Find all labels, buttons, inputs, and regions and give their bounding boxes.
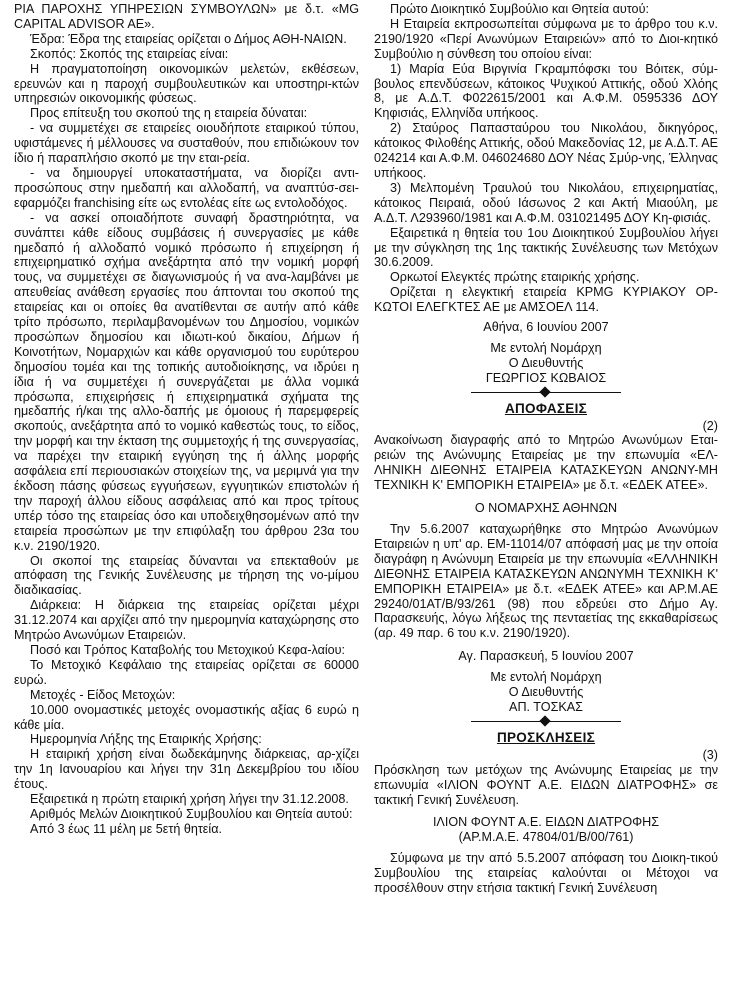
notice-body: Την 5.6.2007 καταχωρήθηκε στο Μητρώο Ανωνύμων Εταιρειών η υπ' αρ. ΕΜ-11014/07 απόφασή μας με την οποία διαγράφη η Ανώνυμη Εταιρεία με την επωνυμία «ΕΛΛΗΝΙΚΗ ΔΙΕΘΝΗΣ ΕΤΑΙΡΕΙΑ ΚΑΤΑΣΚΕΥΩΝ ΑΝΩΝΥΜΗ ΤΕΧΝΙΚΗ Κ' ΕΜΠΟΡΙΚΗ ΕΤΑΙΡΕΙΑ» με δ.τ. «ΕΔΕΚ ΑΤΕΕ» και ΑΡ.Μ.ΑΕ 29240/01ΑΤ/Β/93/261 (98) που εδρεύει στο Δήμο Αγ. Παρασκευής, λόγω λήξεως της πενταετίας της εκκαθαρίσεως (αρ. 49 παρ. 6 του κ.ν. 2190/1920). — [374, 522, 718, 641]
section-heading: ΑΠΟΦΑΣΕΙΣ — [504, 400, 588, 416]
paragraph: Το Μετοχικό Κεφάλαιο της εταιρείας ορίζεται σε 60000 ευρώ. — [14, 657, 359, 687]
paragraph: Εξαιρετικά η πρώτη εταιρική χρήση λήγει την 31.12.2008. — [30, 792, 349, 807]
notice-number: (2) — [702, 418, 718, 433]
notice-body: Σύμφωνα με την από 5.5.2007 απόφαση του Διοικη-τικού Συμβουλίου της εταιρείας καλούνται οι Μέτοχοι να προσέλθουν στην ετήσια τακτική Γενική Συνέλευση — [374, 851, 718, 896]
paragraph: Οι σκοποί της εταιρείας δύνανται να επεκταθούν με απόφαση της Γενικής Συνέλευσης με τήρηση της νο-μίμου διαδικασίας. — [14, 553, 359, 598]
signature-date: Αγ. Παρασκευή, 5 Ιουνίου 2007 — [458, 649, 634, 664]
board-member-3: 3) Μελπομένη Τραυλού του Νικολάου, επιχειρηματίας, κάτοικος Πειραιά, οδού Ιάσωνος 2 και Ακτή Μιαούλη, με Α.Δ.Τ. Λ293960/1981 και Α.Φ.Μ. 031021495 ΔΟΥ Κη-φισιάς. — [374, 180, 718, 225]
signature-name: ΑΠ. ΤΟΣΚΑΣ — [509, 699, 583, 714]
paragraph: - να δημιουργεί υποκαταστήματα, να διορίζει αντι-προσώπους στην ημεδαπή και αλλοδαπή, να αναπτύσ-σει-εφαρμόζει franchising είτε ως εντολέας είτε ως εντολοδόχος. — [14, 165, 359, 210]
company-name: ΙΛΙΟΝ ΦΟΥΝΤ Α.Ε. ΕΙΔΩΝ ΔΙΑΤΡΟΦΗΣ — [432, 815, 660, 830]
signature-order: Με εντολή Νομάρχη — [490, 670, 602, 685]
paragraph: - να συμμετέχει σε εταιρείες οιουδήποτε εταιρικού τύπου, υφιστάμενες ή μέλλουσες να συσταθούν, που επιδιώκουν τον ίδιο ή παραπλήσιο σκοπό με την εται-ρεία. — [14, 121, 359, 166]
right-column — [374, 2, 718, 896]
notice-title: Ανακοίνωση διαγραφής από το Μητρώο Ανωνύμων Εται-ρειών της Ανώνυμης Εταιρείας με την επωνυμία «ΕΛ-ΛΗΝΙΚΗ ΔΙΕΘΝΗΣ ΕΤΑΙΡΕΙΑ ΚΑΤΑΣΚΕΥΩΝ ΑΝΩΝΥ-ΜΗ ΤΕΧΝΙΚΗ Κ' ΕΜΠΟΡΙΚΗ ΕΤΑΙΡΕΙΑ» με δ.τ. «ΕΔΕΚ ΑΤΕΕ». — [374, 433, 718, 493]
paragraph: Ορκωτοί Ελεγκτές πρώτης εταιρικής χρήσης. — [390, 270, 640, 285]
paragraph: Από 3 έως 11 μέλη με 5ετή θητεία. — [30, 821, 222, 836]
signature-block — [374, 649, 718, 715]
paragraph: ΡΙΑ ΠΑΡΟΧΗΣ ΥΠΗΡΕΣΙΩΝ ΣΥΜΒΟΥΛΩΝ» με δ.τ. «MG CAPITAL ADVISOR AE». — [14, 2, 359, 31]
signature-block — [374, 320, 718, 386]
diamond-ornament — [539, 715, 550, 726]
company-registry: (ΑΡ.Μ.Α.Ε. 47804/01/Β/00/761) — [458, 830, 634, 845]
section-divider — [471, 388, 621, 398]
paragraph: Εξαιρετικά η θητεία του 1ου Διοικητικού Συμβουλίου λήγει με την σύγκληση της 1ης τακτικής Συνέλευσης των Μετόχων 30.6.2009. — [374, 225, 718, 270]
left-column — [14, 2, 359, 837]
paragraph: Ορίζεται η ελεγκτική εταιρεία KPMG ΚΥΡΙΑΚΟΥ ΟΡ-ΚΩΤΟΙ ΕΛΕΓΚΤΕΣ ΑΕ με ΑΜΣΟΕΛ 114. — [374, 285, 718, 315]
section-divider — [471, 717, 621, 727]
notice-title: Πρόσκληση των μετόχων της Ανώνυμης Εταιρείας με την επωνυμία «ΙΛΙΟΝ ΦΟΥΝΤ Α.Ε. ΕΙΔΩΝ ΔΙΑΤΡΟΦΗΣ» σε τακτική Γενική Συνέλευση. — [374, 762, 718, 807]
paragraph: Ημερομηνία Λήξης της Εταιρικής Χρήσης: — [30, 732, 262, 747]
paragraph: Μετοχές - Είδος Μετοχών: — [30, 687, 176, 702]
board-member-1: 1) Μαρία Εύα Βιργινία Γκραμπόφσκι του Βόιτεκ, σύμ-βουλος επενδύσεων, κάτοικος Ψυχικού Αττικής, οδού Χλόης 8, με Α.Δ.Τ. Φ022615/2001 και Α.Φ.Μ. 0595336 ΔΟΥ Κηφισιάς, Ελληνίδα υπήκοος. — [374, 61, 718, 121]
paragraph: - να ασκεί οποιαδήποτε συναφή δραστηριότητα, να συνάπτει κάθε είδους συμβάσεις ή συνεργασίες με κάθε ημεδαπό ή αλλοδαπό νομικό πρόσωπο ή επιχείρηση ή επιχειρηματικό σχήμα ανεξάρτητα από την νομική μορφή τους, να συμμετέχει σε διαγωνισμούς ή να ανα-λαμβάνει με απευθείας ανάθεση εργασίες που άπτονται του σκοπού της εταιρείας και οι οποίες θα ανατίθενται σε αυτήν από κάθε τρίτο πρόσωπο, περιλαμβανομένων του Δημοσίου, νομικών προσώπων δημοσίου και ιδιωτι-κού δικαίου, Δήμων ή Κοινοτήτων, Νομαρχιών και κάθε οργανισμού του ευρύτερου δημοσίου τομέα και της τοπικής αυτοδιοίκησης, να ιδρύει η ίδια ή να συμμετέχει ή συνεργάζεται με άλλα νομικά πρόσωπα, επιχειρήσεις ή επιχειρηματικά σχήματα της ημεδαπής ή/και της αλλο-δαπής με όμοιους ή παρεμφερείς σκοπούς, ανεξάρτητα από το νομικό καθεστώς τους, το είδος, την μορφή και την έκταση της συμμετοχής ή της συνεργασίας, να παρέχει την εταιρική εγγύηση της ή άλλης μορφής ασφάλεια επί περιουσιακών στοιχείων της, να μεριμνά για την έκδοση πάσης φύσεως εγγυήσεων, εγγυητικών επιστολών ή την παροχή άλλου είδους ασφάλειας από και προς τρίτους υπέρ τόσο της εταιρείας όσο και υποδειχθησομένων από την εταιρεία προσώπων με την επιφύλαξη του άρθρου 23α του κ.ν. 2190/1920. — [14, 210, 359, 553]
signature-role: Ο Διευθυντής — [508, 355, 584, 370]
section-heading: ΠΡΟΣΚΛΗΣΕΙΣ — [496, 729, 596, 745]
paragraph: Ποσό και Τρόπος Καταβολής του Μετοχικού Κεφα-λαίου: — [30, 642, 346, 657]
paragraph: Πρώτο Διοικητικό Συμβούλιο και Θητεία αυτού: — [390, 2, 649, 16]
paragraph: Η εταιρική χρήση είναι δωδεκάμηνης διάρκειας, αρ-χίζει την 1η Ιανουαρίου και λήγει την 31η Δεκεμβρίου του ιδίου έτους. — [14, 747, 359, 792]
issuing-authority: Ο ΝΟΜΑΡΧΗΣ ΑΘΗΝΩΝ — [474, 501, 618, 516]
signature-order: Με εντολή Νομάρχη — [490, 340, 602, 355]
signature-role: Ο Διευθυντής — [508, 685, 584, 700]
paragraph: Η πραγματοποίηση οικονομικών μελετών, εκθέσεων, ερευνών και η παροχή συμβουλευτικών και υποστηρι-κτών υπηρεσιών οικονομικής φύσεως. — [14, 61, 359, 106]
signature-name: ΓΕΩΡΓΙΟΣ ΚΩΒΑΙΟΣ — [485, 370, 607, 385]
paragraph: Διάρκεια: Η διάρκεια της εταιρείας ορίζεται μέχρι 31.12.2074 και αρχίζει από την ημερομηνία καταχώρησης στο Μητρώο Ανωνύμων Εταιρειών. — [14, 598, 359, 643]
paragraph: Η Εταιρεία εκπροσωπείται σύμφωνα με το άρθρο του κ.ν. 2190/1920 «Περί Ανωνύμων Εταιρειών» από το Διοι-κητικό Συμβούλιο η σύνθεση του οποίου είναι: — [374, 16, 718, 61]
signature-date: Αθήνα, 6 Ιουνίου 2007 — [483, 320, 609, 335]
diamond-ornament — [539, 386, 550, 397]
paragraph: Σκοπός: Σκοπός της εταιρείας είναι: — [30, 46, 229, 61]
paragraph: Αριθμός Μελών Διοικητικού Συμβουλίου και Θητεία αυτού: — [30, 806, 353, 821]
board-member-2: 2) Σταύρος Παπασταύρου του Νικολάου, δικηγόρος, κάτοικος Φιλοθέης Αττικής, οδού Μακεδονίας 12, με Α.Δ.Τ. ΑΕ 024214 και Α.Φ.Μ. 046024680 ΔΟΥ Νέας Σμύρ-νης, Έλληνας υπήκοος. — [374, 121, 718, 180]
paragraph: 10.000 ονομαστικές μετοχές ονομαστικής αξίας 6 ευρώ η κάθε μία. — [14, 702, 359, 732]
paragraph: Έδρα: Έδρα της εταιρείας ορίζεται ο Δήμος ΑΘΗ-ΝΑΙΩΝ. — [30, 31, 347, 46]
notice-number: (3) — [702, 747, 718, 762]
paragraph: Προς επίτευξη του σκοπού της η εταιρεία δύναται: — [30, 106, 308, 121]
